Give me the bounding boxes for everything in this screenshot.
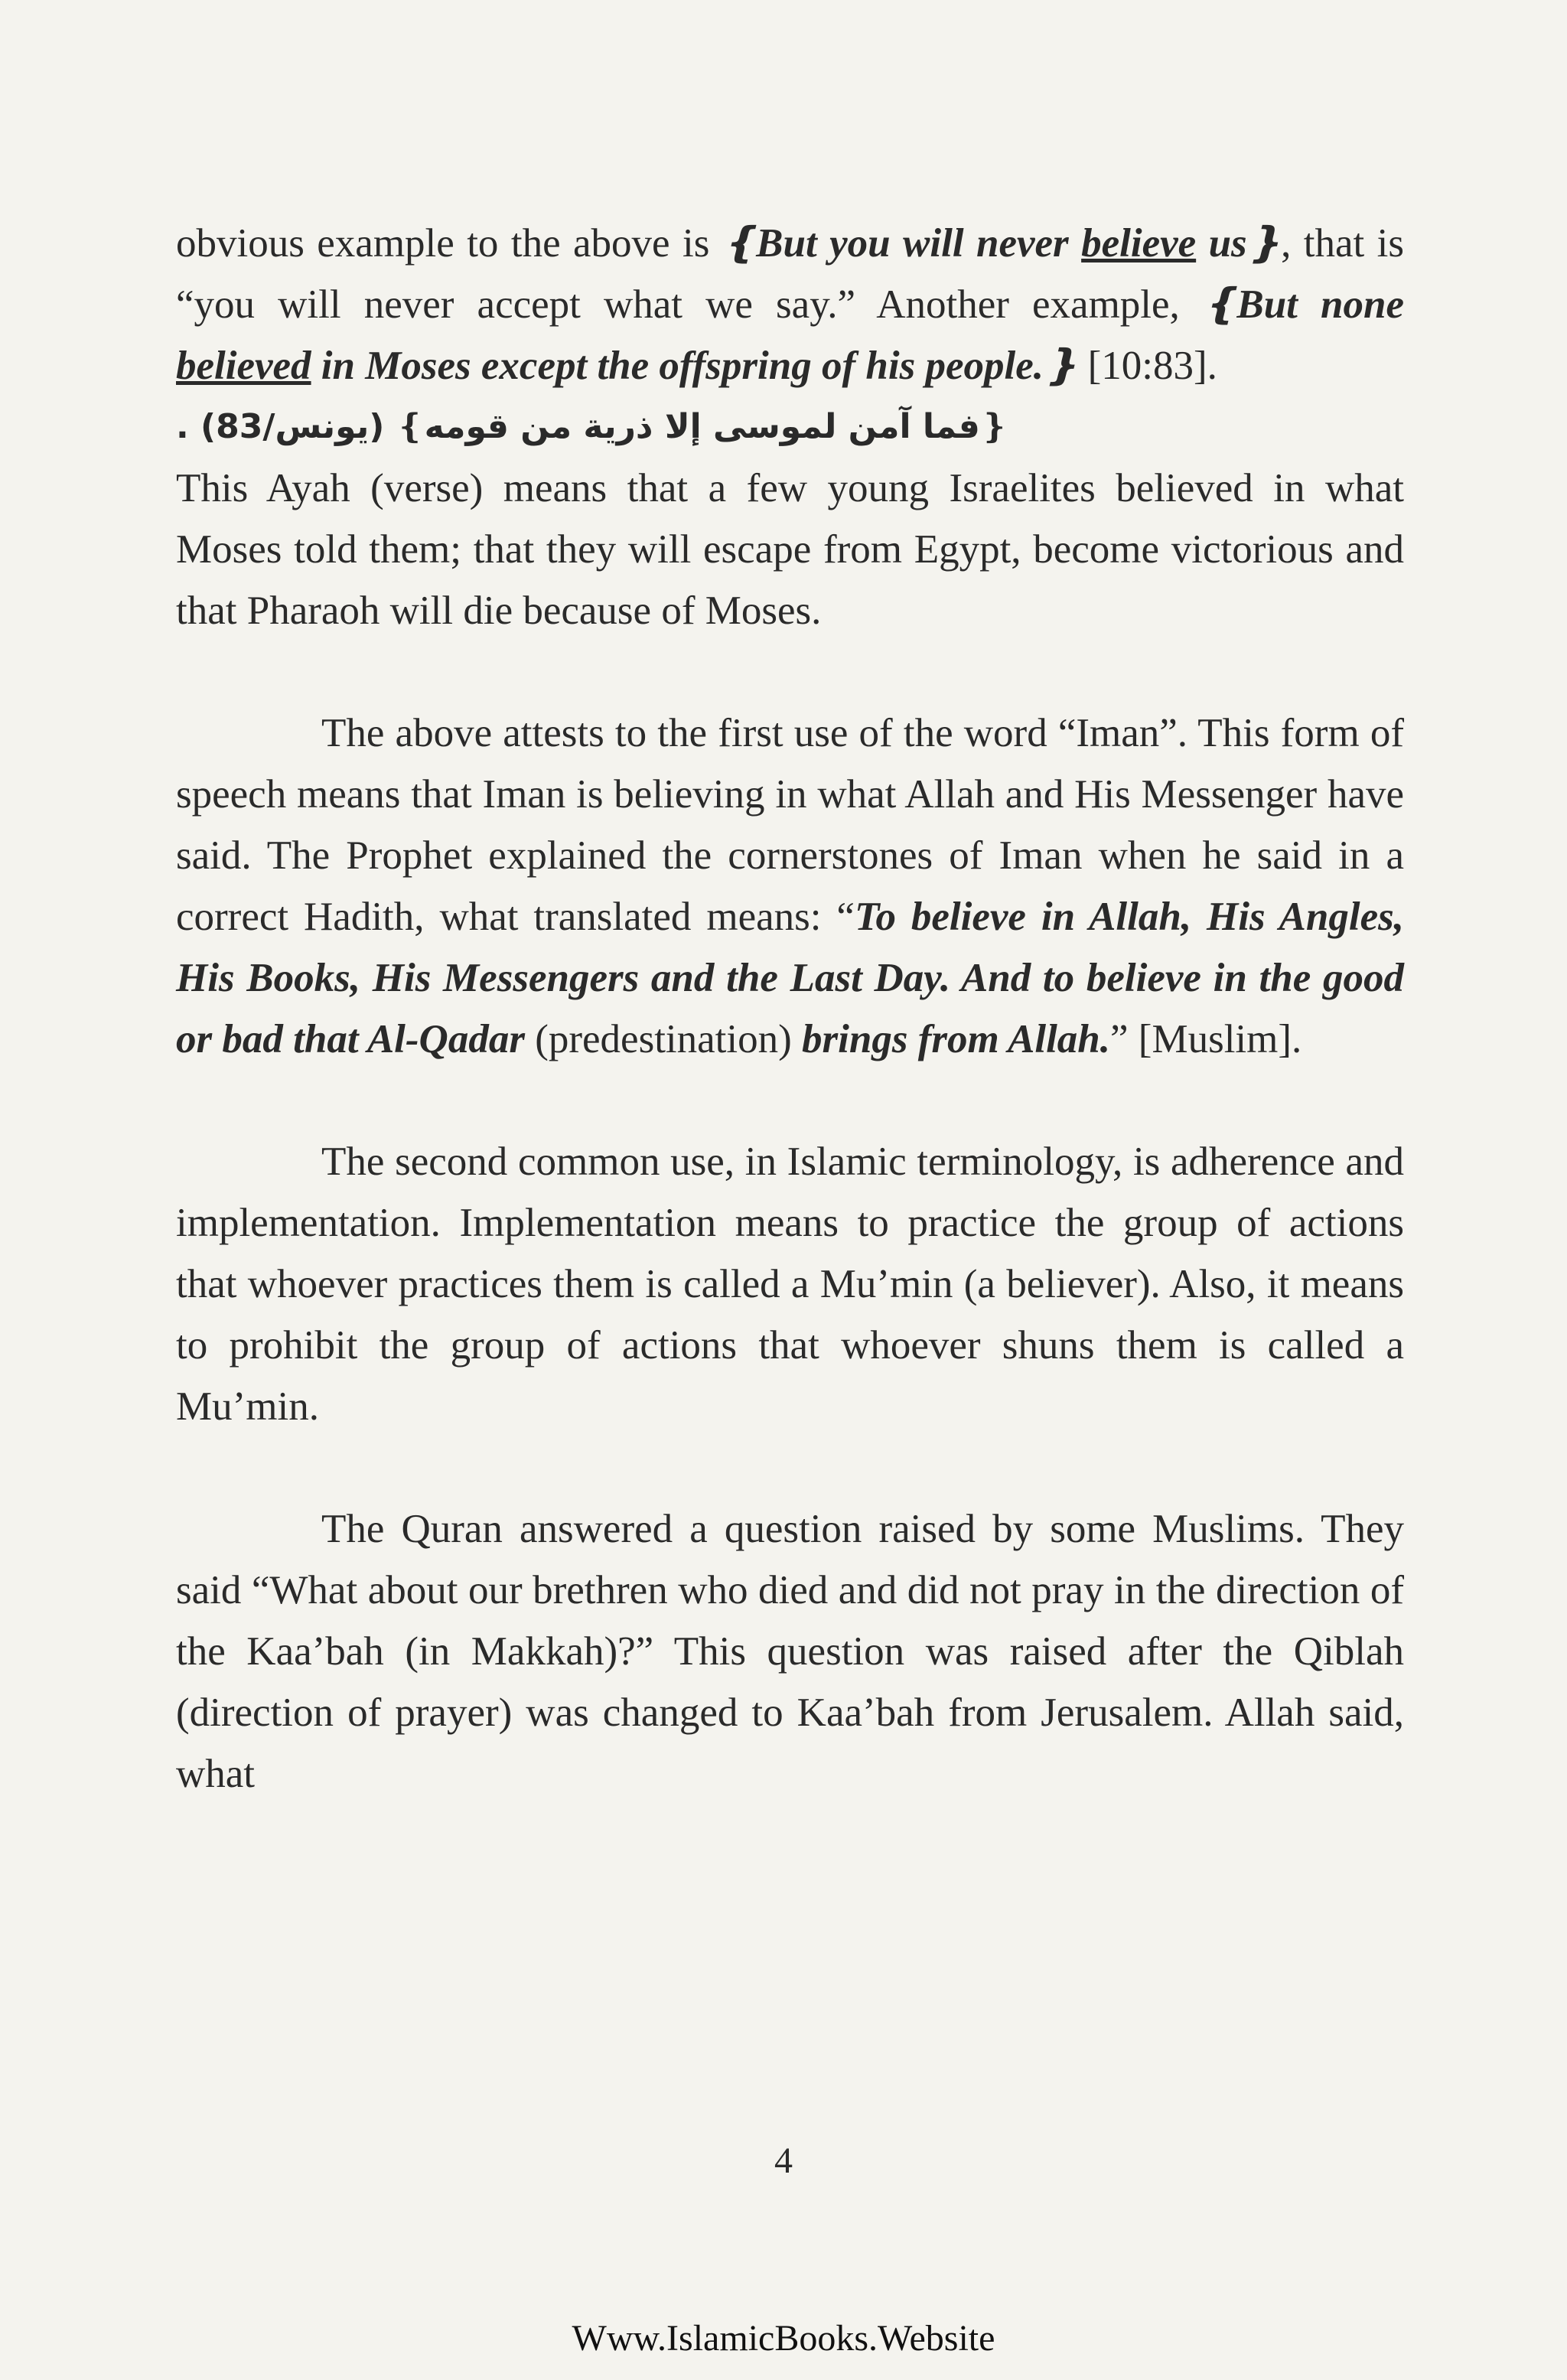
paragraph-3	[176, 703, 1404, 1070]
paragraph-4: The second common use, in Islamic terminology, is adherence and implementation. Implementation means to practice the group of actions that whoever practices them is called a Mu’min (a believer). Also, it means to prohibit the group of actions that whoever shuns them is called a Mu’min.	[176, 1139, 1404, 1429]
arabic-verse: ❴فما آمن لموسى إلا ذرية من قومه❵ (يونس/83) .	[176, 407, 1008, 446]
p3-text-a: The above attests to the first use of the word “Iman”. This form of speech means that Iman is believing in what Allah and His Messenger have said. The Prophet explained the cornerstones of Iman when he said in a correct Hadith, what translated means: “	[176, 711, 1404, 939]
p1-text-a: obvious example to the above is	[176, 221, 722, 266]
paragraph-2: This Ayah (verse) means that a few young Israelites believed in what Moses told them; that they will escape from Egypt, become victorious and that Pharaoh will die because of Moses.	[176, 466, 1404, 633]
hadith-quote-1: To believe in Allah, His Angles, His Books, His Messengers and the Last Day. And to believe in the good or bad that Al-Qadar	[176, 895, 1404, 1061]
verse-reference: [10:83].	[1077, 344, 1217, 388]
quote-1-underlined: believe	[1081, 221, 1197, 266]
hadith-source: ” [Muslim].	[1110, 1017, 1302, 1061]
hadith-quote-2: brings from Allah.	[802, 1017, 1111, 1061]
footer-url: Www.IslamicBooks.Website	[572, 2318, 995, 2359]
quote-1-end: us❵	[1196, 221, 1282, 266]
paragraph-1	[176, 213, 1404, 396]
quote-2-end: in Moses except the offspring of his people.❵	[311, 344, 1078, 388]
p1-text-e: , that is “you will never accept what we say.” Another example,	[176, 221, 1405, 327]
p3-text-c: (predestination)	[524, 1017, 803, 1061]
body-text	[176, 213, 1404, 1805]
paragraph-5: The Quran answered a question raised by some Muslims. They said “What about our brethren who died and did not pray in the direction of the Kaa’bah (in Makkah)?” This question was raised after the Qiblah (direction of prayer) was changed to Kaa’bah from Jerusalem. Allah said, what	[176, 1507, 1404, 1796]
quote-1-start: ❴But you will never	[722, 221, 1082, 266]
quote-2-start: ❴But none	[1202, 282, 1404, 327]
quote-2-underlined: believed	[176, 344, 311, 388]
page-number: 4	[774, 2140, 793, 2181]
quran-quote-1	[722, 221, 1281, 266]
